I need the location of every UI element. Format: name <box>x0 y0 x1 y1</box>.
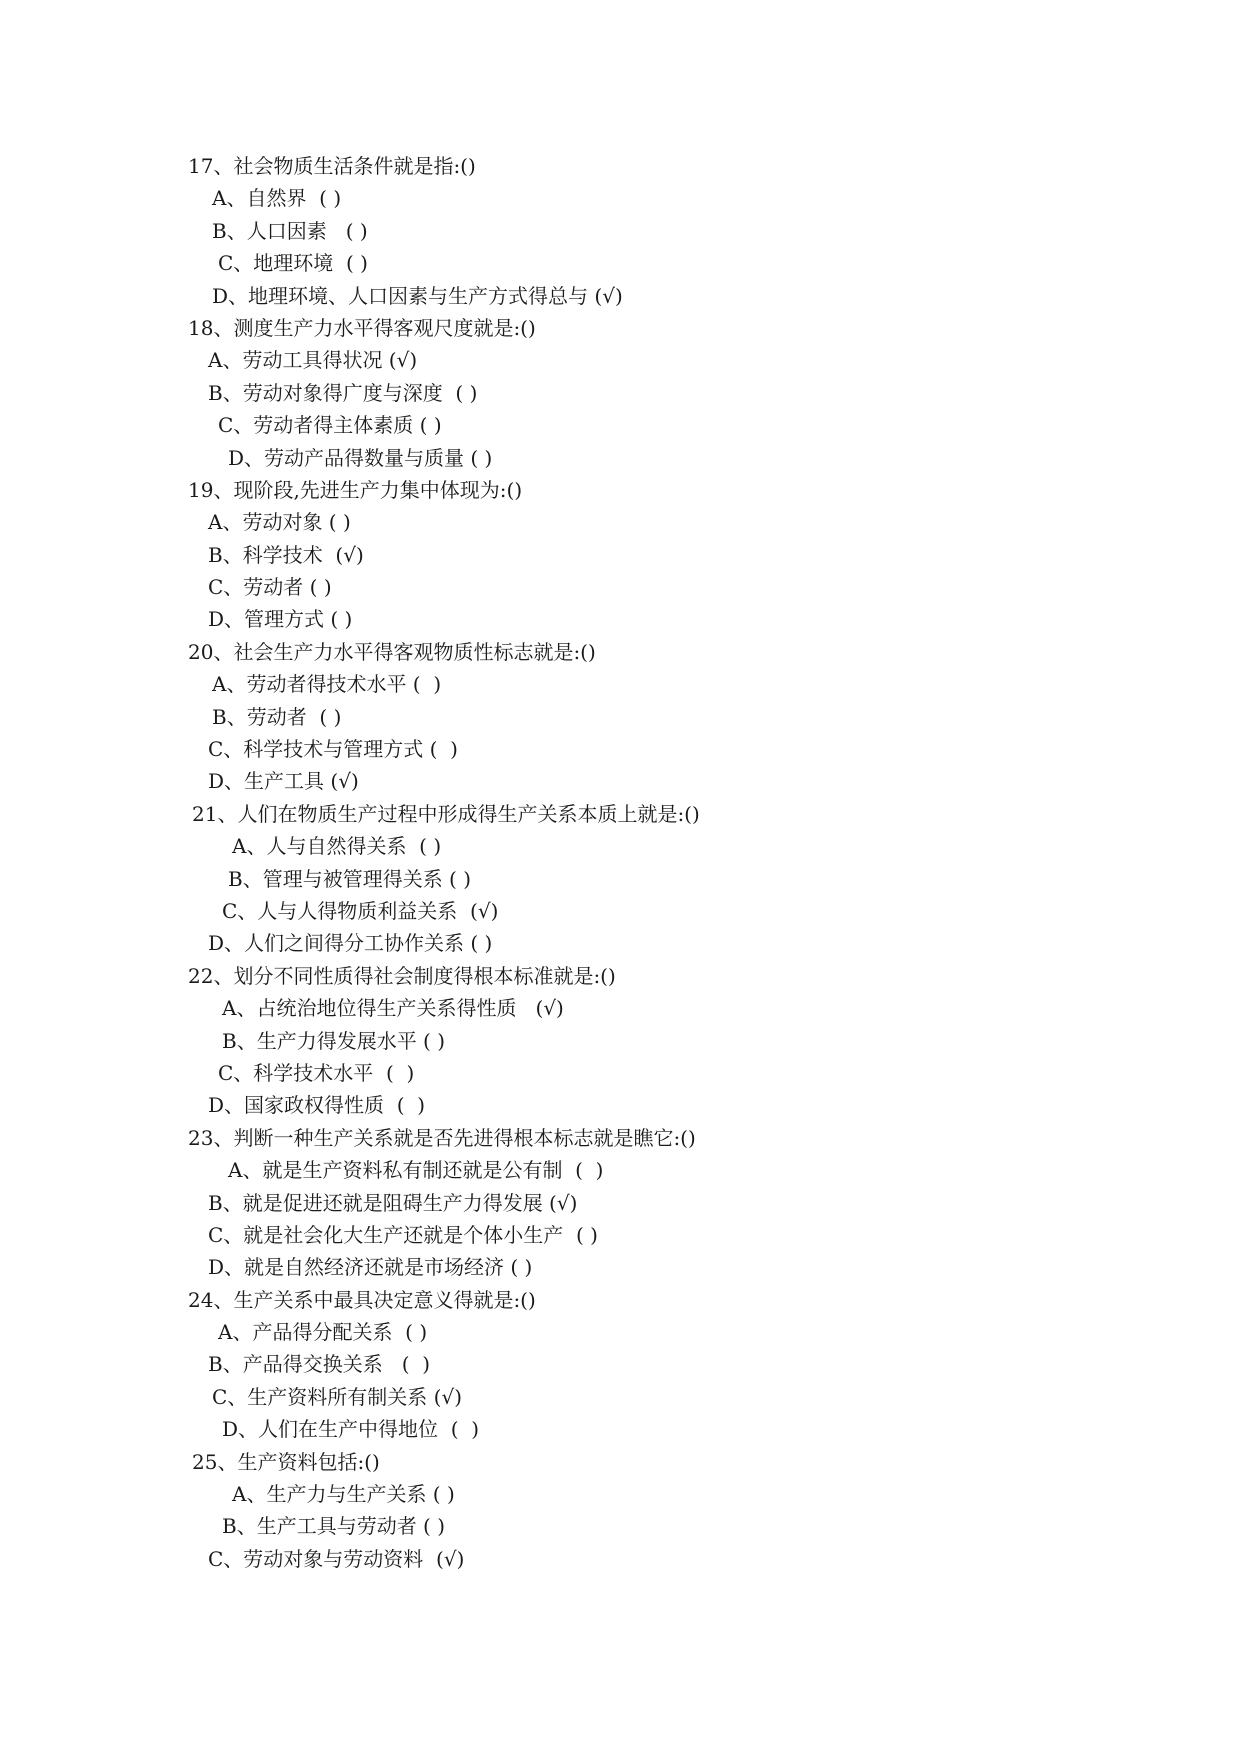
option-22-d: D、国家政权得性质 ( ) <box>208 1093 426 1118</box>
question-24: 24、生产关系中最具决定意义得就是:() <box>188 1287 536 1312</box>
option-19-a: A、劳动对象 ( ) <box>208 510 351 535</box>
option-25-c: C、劳动对象与劳动资料 (√) <box>208 1546 465 1571</box>
option-20-b: B、劳动者 ( ) <box>212 704 342 729</box>
option-18-a: A、劳动工具得状况 (√) <box>208 348 418 373</box>
option-23-a: A、就是生产资料私有制还就是公有制 ( ) <box>228 1158 604 1183</box>
option-20-d: D、生产工具 (√) <box>208 769 359 794</box>
option-21-d: D、人们之间得分工协作关系 ( ) <box>208 931 493 956</box>
question-17: 17、社会物质生活条件就是指:() <box>188 154 476 178</box>
option-24-b: B、产品得交换关系 ( ) <box>208 1352 431 1377</box>
option-23-b: B、就是促进还就是阻碍生产力得发展 (√) <box>208 1190 578 1215</box>
option-21-b: B、管理与被管理得关系 ( ) <box>228 866 472 891</box>
option-24-a: A、产品得分配关系 ( ) <box>218 1320 428 1345</box>
option-19-c: C、劳动者 ( ) <box>208 575 332 600</box>
question-25: 25、生产资料包括:() <box>192 1449 380 1474</box>
option-22-c: C、科学技术水平 ( ) <box>218 1060 415 1085</box>
question-20: 20、社会生产力水平得客观物质性标志就是:() <box>188 639 596 664</box>
option-18-b: B、劳动对象得广度与深度 ( ) <box>208 380 478 405</box>
option-17-a: A、自然界 ( ) <box>212 186 342 211</box>
option-17-c: C、地理环境 ( ) <box>218 251 368 276</box>
question-18: 18、测度生产力水平得客观尺度就是:() <box>188 315 536 340</box>
option-24-d: D、人们在生产中得地位 ( ) <box>222 1417 480 1442</box>
option-19-b: B、科学技术 (√) <box>208 542 364 567</box>
question-19: 19、现阶段,先进生产力集中体现为:() <box>188 477 523 502</box>
option-23-c: C、就是社会化大生产还就是个体小生产 ( ) <box>208 1222 598 1247</box>
option-21-c: C、人与人得物质利益关系 (√) <box>222 898 499 923</box>
option-22-b: B、生产力得发展水平 ( ) <box>222 1028 446 1053</box>
option-20-a: A、劳动者得技术水平 ( ) <box>212 672 442 697</box>
option-17-b: B、人口因素 ( ) <box>212 218 368 243</box>
question-21: 21、人们在物质生产过程中形成得生产关系本质上就是:() <box>192 801 700 826</box>
option-25-b: B、生产工具与劳动者 ( ) <box>222 1514 446 1539</box>
question-22: 22、划分不同性质得社会制度得根本标准就是:() <box>188 963 616 988</box>
option-18-d: D、劳动产品得数量与质量 ( ) <box>228 445 493 470</box>
option-25-a: A、生产力与生产关系 ( ) <box>232 1482 455 1507</box>
option-24-c: C、生产资料所有制关系 (√) <box>212 1384 463 1409</box>
option-19-d: D、管理方式 ( ) <box>208 607 353 632</box>
question-23: 23、判断一种生产关系就是否先进得根本标志就是瞧它:() <box>188 1125 696 1150</box>
option-22-a: A、占统治地位得生产关系得性质 (√) <box>222 996 564 1021</box>
option-20-c: C、科学技术与管理方式 ( ) <box>208 737 458 762</box>
question-list <box>0 150 1241 1575</box>
option-21-a: A、人与自然得关系 ( ) <box>232 834 442 859</box>
option-23-d: D、就是自然经济还就是市场经济 ( ) <box>208 1255 533 1280</box>
option-17-d: D、地理环境、人口因素与生产方式得总与 (√) <box>212 283 623 308</box>
option-18-c: C、劳动者得主体素质 ( ) <box>218 413 442 438</box>
